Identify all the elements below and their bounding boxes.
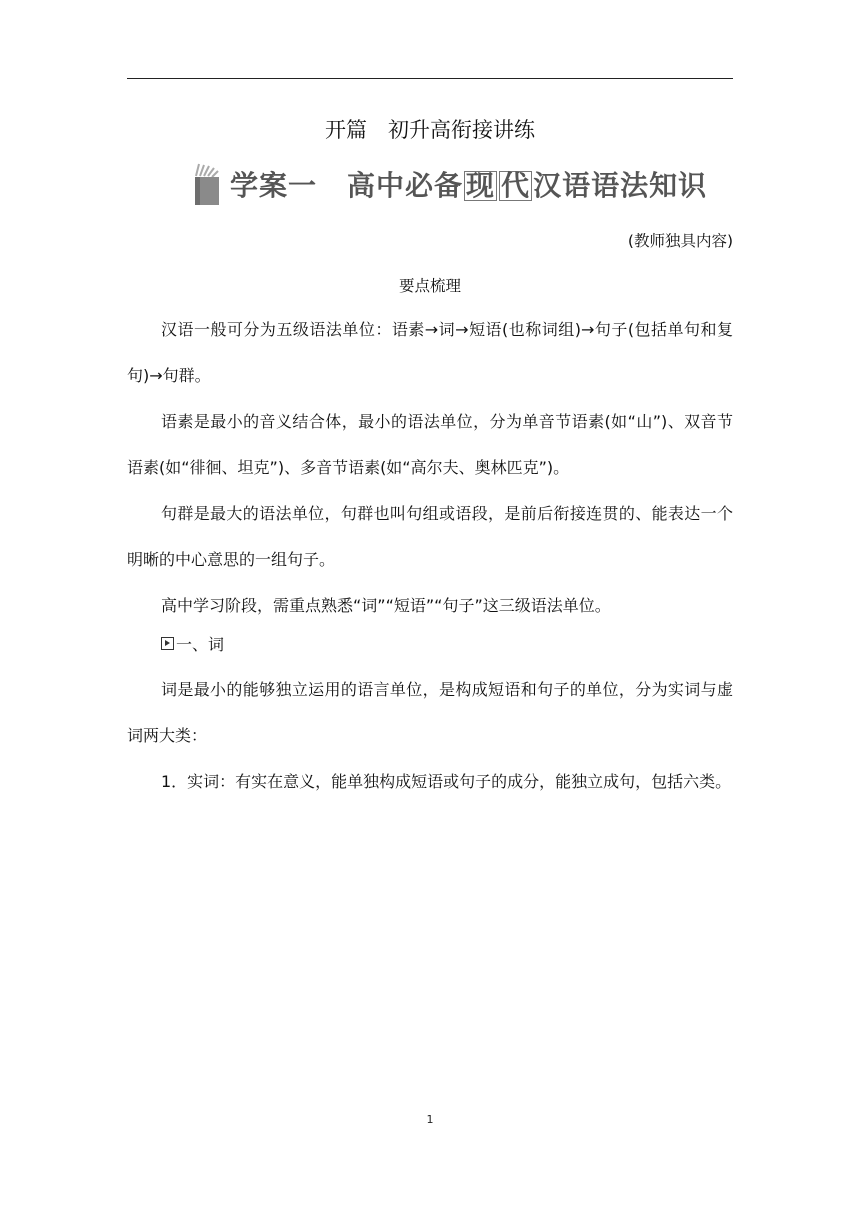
paragraph-1: 汉语一般可分为五级语法单位：语素→词→短语(也称词组)→句子(包括单句和复句)→句群。 [127,320,733,385]
book-stack-icon [192,162,222,206]
section-title: 要点梳理 [398,277,461,295]
paragraph-5: 词是最小的能够独立运用的语言单位，是构成短语和句子的单位，分为实词与虚词两大类： [127,680,733,745]
teacher-note: (教师独具内容) [627,232,733,250]
page-title: 开篇 初升高衔接讲练 [325,118,535,142]
lesson-banner [192,160,707,208]
heading-part1: 高中必备 [347,169,464,202]
paragraph-3: 句群是最大的语法单位，句群也叫句组或语段，是前后衔接连贯的、能表达一个明晰的中心意思的一组句子。 [127,504,733,569]
paragraph-2: 语素是最小的音义结合体，最小的语法单位，分为单音节语素(如“山”)、双音节语素(如“徘徊、坦克”)、多音节语素(如“高尔夫、奥林匹克”)。 [127,412,733,477]
heading-boxed-char-1: 现 [466,169,496,202]
subsection-title: 一、词 [176,634,225,654]
lesson-heading [230,164,707,204]
page-number: 1 [426,1113,434,1126]
heading-boxed-char-2: 代 [501,169,531,202]
lesson-label: 学案一 [230,169,318,202]
play-box-icon [161,637,174,650]
paragraph-6: 1．实词：有实在意义，能单独构成短语或句子的成分，能独立成句，包括六类。 [161,772,732,791]
paragraph-4: 高中学习阶段，需重点熟悉“词”“短语”“句子”这三级语法单位。 [161,596,611,615]
subsection-heading [161,628,224,658]
heading-part2: 汉语语法知识 [533,169,708,202]
header-rule [127,78,733,79]
